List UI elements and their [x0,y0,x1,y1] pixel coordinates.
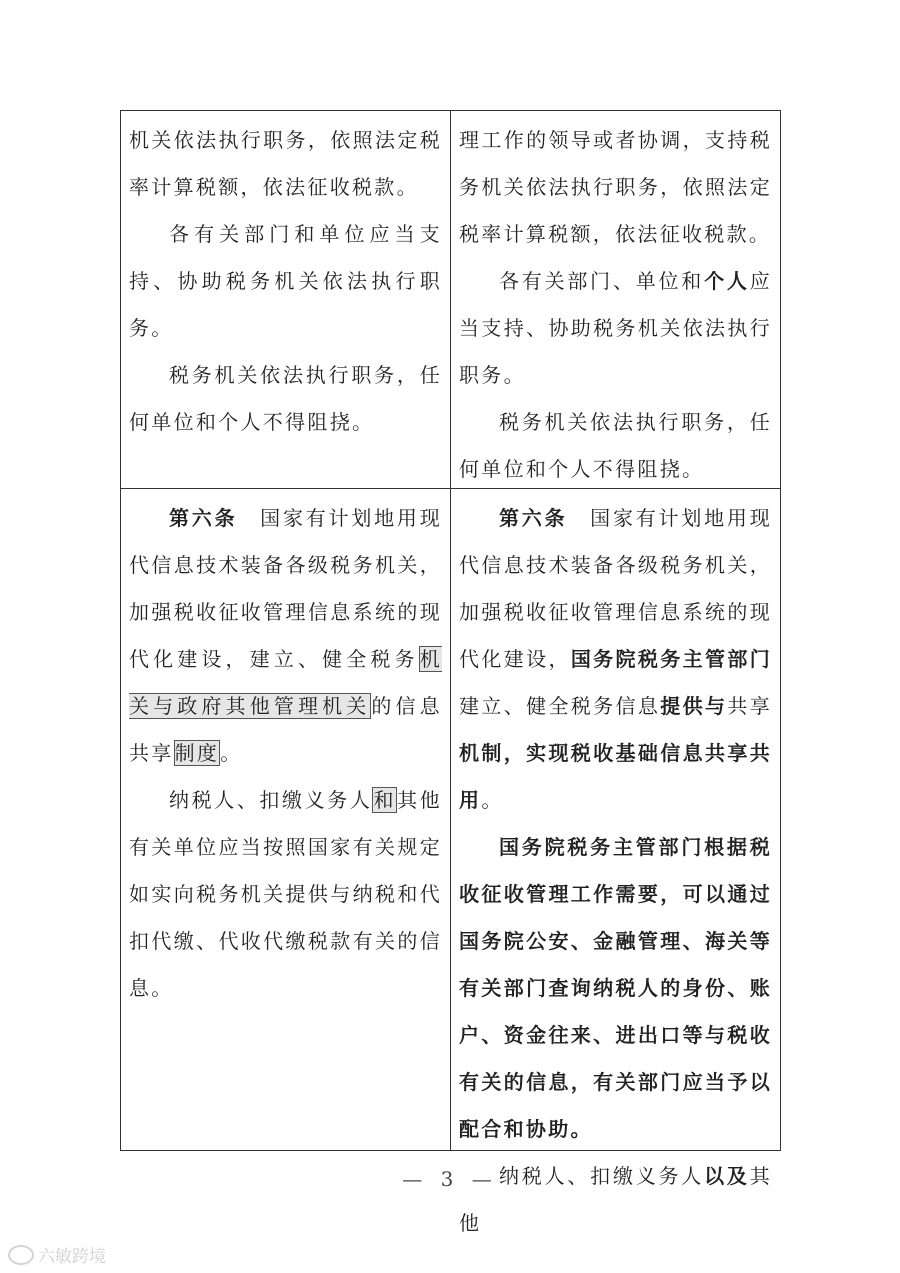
bold-change: 国务院税务主管部门 [570,647,773,671]
bold-change: 机制，实现税收基础信息共享共用 [459,741,772,812]
text-run: 国家有计划地用现代信息技术装备各级税务机关，加强税收征收管理信息系统的现代化建设， [459,506,772,671]
deleted-highlight: 制度 [174,741,220,765]
text-run: 应当支持、协助税务机关依法执行职务。 [459,269,772,387]
text-run: 。 [481,788,504,812]
paragraph: 各有关部门和单位应当支持、协助税务机关依法执行职务。 [129,222,442,340]
deleted-highlight: 机关与政府其他管理机关 [129,647,442,718]
text-run: 。 [220,741,243,765]
logo-icon [8,1245,34,1265]
comparison-table [120,110,781,1235]
watermark-text: 六敏跨境 [38,1247,106,1267]
article-number: 第六条 [499,506,568,530]
text-run: 的 [371,694,396,718]
text-run: 共享 [727,694,773,718]
new-text-cell [451,489,781,1235]
paragraph [459,258,772,399]
article-number: 第六条 [169,506,238,530]
paragraph: 税务机关依法执行职务，任何单位和个人不得阻挠。 [459,410,772,481]
old-text-cell [121,111,451,489]
paragraph [459,495,772,824]
paragraph: 税务机关依法执行职务，任何单位和个人不得阻挠。 [129,363,442,434]
text-run: 其他有关单位应当按照国家有关规定如实向税务机关提供与纳税和代扣代缴、代收代缴税款有关的信息。 [129,788,442,1000]
text-run: 信息共享 [129,694,442,765]
text-run: 各有关部门、单位和 [499,269,705,293]
new-text-cell [451,111,781,489]
text-run: 建立、健全税务信息 [459,694,661,718]
bold-change: 提供与 [660,694,728,718]
text-run: 纳税人、扣缴义务人 [499,1164,705,1188]
paragraph: 机关依法执行职务，依照法定税率计算税额，依法征收税款。 [129,128,442,199]
text-run: 国家有计划地用现代信息技术装备各级税务机关，加强税收征收管理信息系统的现代化建设，建立、健全税务 [129,506,442,671]
paragraph [129,777,442,1012]
text-run: 纳税人、扣缴义务人 [169,788,373,812]
bold-change: 个人 [704,269,750,293]
watermark [8,1242,106,1267]
bold-paragraph: 国务院税务主管部门根据税收征收管理工作需要，可以通过国务院公安、金融管理、海关等有关部门查询纳税人的身份、账户、资金往来、进出口等与税收有关的信息，有关部门应当予以配合和协助。 [459,835,772,1141]
table-row [121,489,781,1235]
table-row [121,111,781,489]
bold-change: 以及 [704,1164,750,1188]
paragraph: 理工作的领导或者协调，支持税务机关依法执行职务，依照法定税率计算税额，依法征收税款。 [459,128,772,246]
text-run: 其他 [459,1164,772,1235]
old-text-cell [121,489,451,1151]
paragraph [129,495,442,777]
page-number: — 3 — [402,1167,498,1191]
deleted-highlight: 和 [373,788,397,812]
